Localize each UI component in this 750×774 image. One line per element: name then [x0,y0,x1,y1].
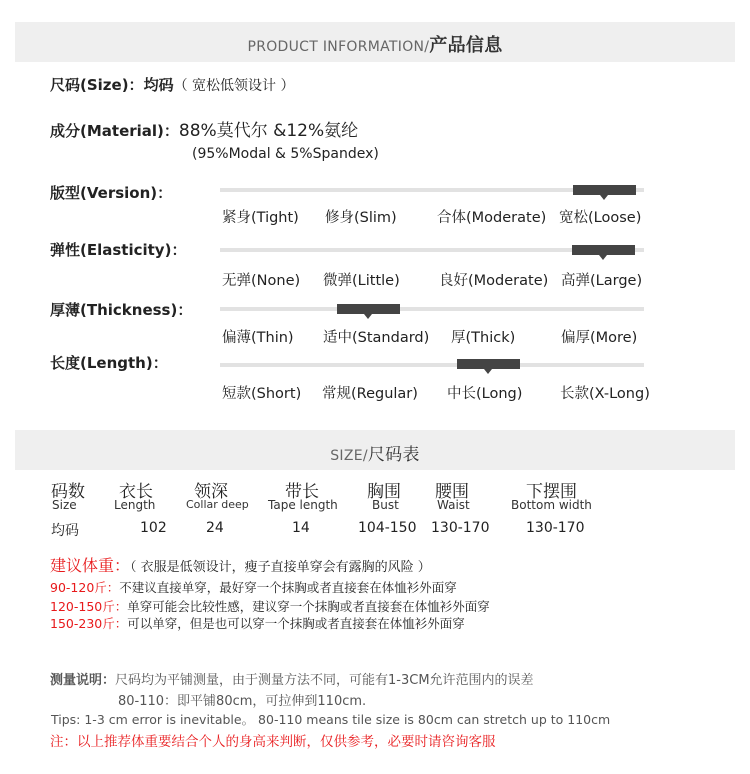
measurement-note [50,669,534,688]
length-opt-1: 常规(Regular) [322,386,418,402]
product-info-header-cn: 产品信息 [429,35,503,56]
length-opt-0: 短款(Short) [222,386,302,402]
length-scale-track [220,363,644,367]
table-cell: 130-170 [526,520,585,536]
attr-label-thickness: 厚薄(Thickness)： [50,301,193,319]
size-chart-header [15,430,735,470]
col-collar-en: Collar deep [186,498,249,511]
thickness-scale-track [220,307,644,311]
version-opt-2: 合体(Moderate) [437,210,547,226]
length-opt-2: 中长(Long) [447,386,523,402]
thickness-opt-1: 适中(Standard) [323,330,430,346]
material-value: 88%莫代尔 &12%氨纶 [178,121,359,141]
elasticity-opt-2: 良好(Moderate) [439,273,549,289]
version-indicator-pointer [600,195,608,200]
weight-advice-item: 120-150斤：单穿可能会比较性感，建议穿一个抹胸或者直接套在体恤衫外面穿 [50,599,490,614]
elasticity-indicator [572,245,635,255]
measurement-text: 尺码均为平铺测量，由于测量方法不同，可能有1-3CM允许范围内的误差 [115,673,534,688]
material-row [50,116,358,141]
length-indicator-pointer [484,369,492,374]
weight-advice-title: 建议体重： [50,556,131,575]
elasticity-opt-1: 微弹(Little) [323,273,400,289]
measurement-line2: 80-110：即平铺80cm，可拉伸到110cm. [118,694,367,709]
length-indicator [457,359,520,369]
thickness-indicator [337,304,400,314]
size-value: 均码 [143,76,174,94]
material-en: (95%Modal & 5%Spandex) [192,146,379,162]
size-note: （ 宽松低领设计 ） [173,78,295,94]
measurement-tips-en: Tips: 1-3 cm error is inevitable。 80-110 means tile size is 80cm can stretch up to 110cm [51,712,611,727]
col-length-cn: 衣长 [119,482,153,502]
col-collar-cn: 领深 [194,482,228,502]
length-opt-3: 长款(X-Long) [560,386,650,402]
table-cell: 均码 [51,523,79,539]
col-bottom-cn: 下摆围 [526,482,577,502]
col-tape-cn: 带长 [285,482,319,502]
col-waist-cn: 腰围 [435,482,469,502]
col-waist-en: Waist [437,498,470,512]
table-cell: 104-150 [358,520,417,536]
table-cell: 102 [140,520,167,536]
version-indicator [573,185,636,195]
weight-advice-item: 150-230斤：可以单穿，但是也可以穿一个抹胸或者直接套在体恤衫外面穿 [50,616,465,631]
col-bust-en: Bust [372,498,399,512]
col-tape-en: Tape length [268,498,338,512]
elasticity-indicator-pointer [599,255,607,260]
material-label: 成分(Material)： [50,122,179,140]
thickness-indicator-pointer [364,314,372,319]
version-opt-0: 紧身(Tight) [222,210,299,226]
product-info-header [15,22,735,62]
weight-advice-title-row [50,553,431,576]
weight-advice-note: （ 衣服是低领设计，瘦子直接单穿会有露胸的风险 ） [130,560,431,575]
recommendation-warning: 注：以上推荐体重要结合个人的身高来判断，仅供参考，必要时请咨询客服 [50,734,496,750]
col-length-en: Length [114,498,156,512]
elasticity-opt-0: 无弹(None) [222,273,301,289]
col-bust-cn: 胸围 [367,482,401,502]
attr-label-length: 长度(Length)： [50,354,168,372]
table-cell: 130-170 [431,520,490,536]
thickness-opt-3: 偏厚(More) [561,330,638,346]
col-size-cn: 码数 [51,482,85,502]
col-bottom-en: Bottom width [511,498,592,512]
thickness-opt-2: 厚(Thick) [451,330,516,346]
size-row [50,74,294,95]
size-label: 尺码(Size)： [50,76,144,94]
attr-label-elasticity: 弹性(Elasticity)： [50,241,187,259]
attr-label-version: 版型(Version)： [50,184,173,202]
table-cell: 24 [206,520,224,536]
size-chart-header-cn: 尺码表 [367,445,420,465]
col-size-en: Size [52,498,77,512]
table-cell: 14 [292,520,310,536]
thickness-opt-0: 偏薄(Thin) [222,330,294,346]
measurement-label: 测量说明： [50,673,116,688]
product-info-header-en: PRODUCT INFORMATION/ [247,39,430,55]
weight-advice-item: 90-120斤：不建议直接单穿，最好穿一个抹胸或者直接套在体恤衫外面穿 [50,580,457,595]
version-opt-1: 修身(Slim) [325,210,397,226]
size-chart-header-en: SIZE/ [330,448,368,464]
elasticity-opt-3: 高弹(Large) [561,273,643,289]
version-opt-3: 宽松(Loose) [559,210,642,226]
